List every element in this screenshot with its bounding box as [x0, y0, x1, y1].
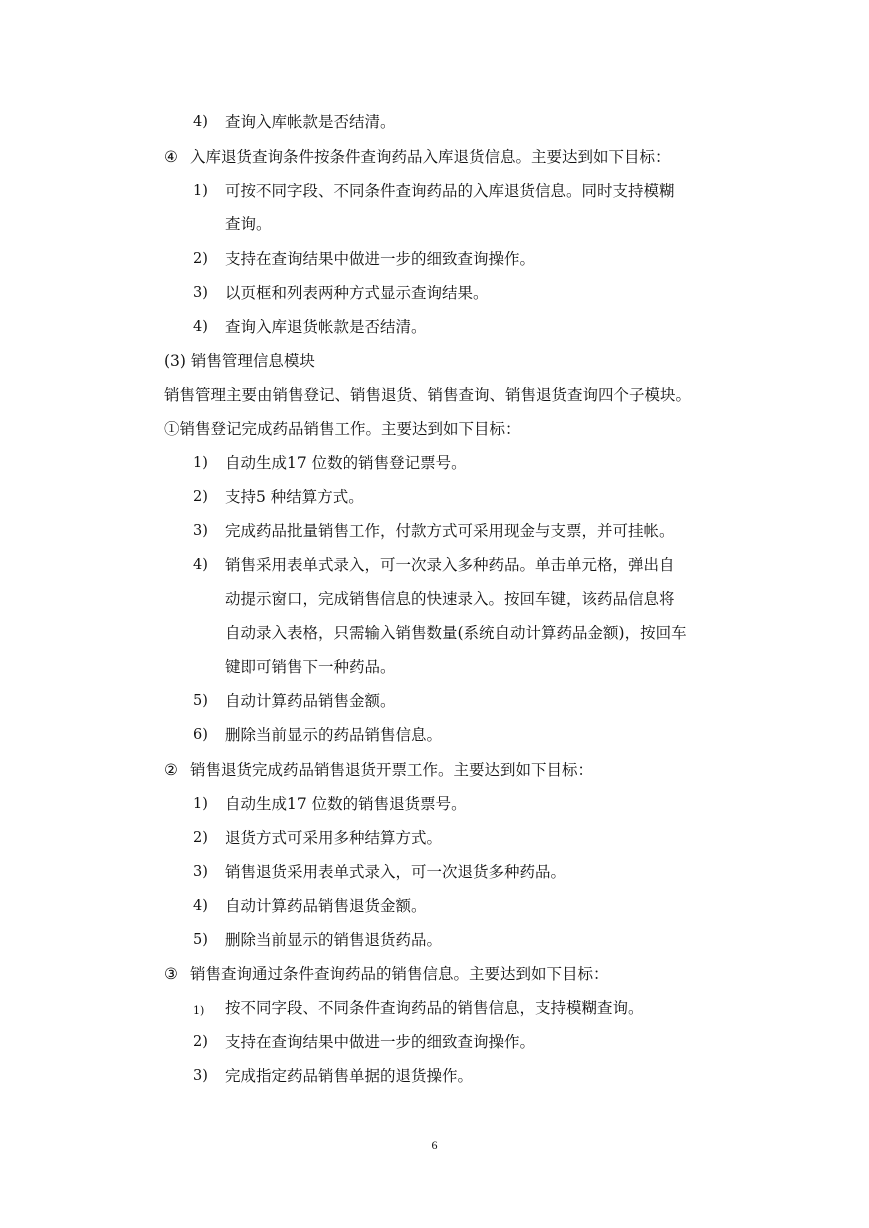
section-heading: ①销售登记完成药品销售工作。主要达到如下目标：: [164, 420, 521, 438]
document-page: 4) 查询入库帐款是否结清。 ④ 入库退货查询条件按条件查询药品入库退货信息。主要达到如下目标： 1) 可按不同字段、不同条件查询药品的入库退货信息。同时支持模糊 查询。 2) 支持在查询结果中做进一步的细致查询操作。 3) 以页框和列表两种方式显示查询结果。 4) 查询入库退货帐款是否结清。 (3) 销售管理信息模块 销售管理主要由销售登记、销售退货、销售查询、销售退货查询四个子模块。 ①销售登记完成药品销售工作。主要达到如下目标： 1) 自动生成17 位数的销售登记票号。 2) 支持5 种结算方式。 3) 完成药品批量销售工作，付款方式可采用现金与支票，并可挂帐。 4) 销售采用表单式录入，可一次录入多种药品。单击单元格，弹出自 动提示窗口，完成销售信息的快速录入。按回车键，该药品信息将 自动录入表格，只需输入销售数量(系统自动计算药品金额)，按回车 键即可销售下一种药品。 5) 自动计算药品销售金额。 6) 删除当前显示的药品销售信息。 ② 销售退货完成药品销售退货开票工作。主要达到如下目标： 1) 自动生成17 位数的销售退货票号。 2) 退货方式可采用多种结算方式。 3) 销售退货采用表单式录入，可一次退货多种药品。 4) 自动计算药品销售退货金额。 5) 删除当前显示的销售退货药品。 ③ 销售查询通过条件查询药品的销售信息。主要达到如下目标： 1) 按不同字段、不同条件查询药品的销售信息，支持模糊查询。 2) 支持在查询结果中做进一步的细致查询操作。 3) 完成指定药品销售单据的退货操作。 6: [0, 0, 869, 1228]
section-heading: ③ 销售查询通过条件查询药品的销售信息。主要达到如下目标：: [164, 965, 609, 983]
paragraph: 销售管理主要由销售登记、销售退货、销售查询、销售退货查询四个子模块。: [164, 386, 692, 404]
page-number: 6: [431, 1138, 438, 1152]
section-title: (3) 销售管理信息模块: [164, 352, 315, 370]
section-heading: ④ 入库退货查询条件按条件查询药品入库退货信息。主要达到如下目标：: [164, 148, 671, 166]
section-heading: ② 销售退货完成药品销售退货开票工作。主要达到如下目标：: [164, 761, 594, 779]
